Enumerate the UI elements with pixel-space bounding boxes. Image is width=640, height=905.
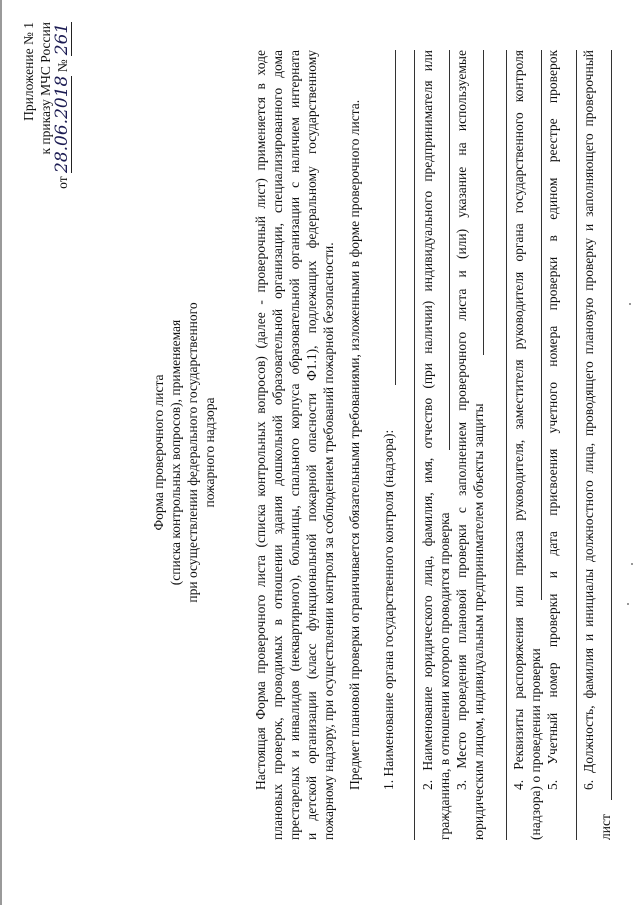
appendix-number-label: № — [55, 59, 70, 73]
form-title — [150, 0, 218, 905]
form-title-line-3: при осуществлении федерального государственного — [185, 302, 200, 603]
scan-speck — [631, 563, 633, 565]
field-inspection-place-line — [483, 50, 484, 355]
appendix-number: Приложение № 1 — [21, 22, 36, 121]
intro-line: плановых проверок, проводимых в отношении здания дошкольной образовательной организации, специализированного дома — [270, 50, 285, 840]
appendix-date-line — [54, 22, 72, 189]
appendix-date: 28.06.2018 — [52, 75, 72, 173]
scan-speck — [627, 603, 629, 605]
field-inspector-label: 6. Должность, фамилия и инициалы должностного лица, проводящего плановую проверку и заполняющего проверочный — [581, 50, 596, 790]
field-inspected-entity-label-cont: гражданина, в отношении которого проводится проверка — [437, 512, 452, 840]
field-agency-name-line-2 — [414, 50, 415, 840]
field-registry-number — [544, 50, 561, 840]
form-title-line-1: Форма проверочного листа — [151, 374, 166, 531]
subject-statement: Предмет плановой проверки ограничивается обязательными требованиями, изложенными в форме проверочного листа. — [347, 99, 362, 790]
field-inspected-entity-line — [449, 50, 450, 450]
field-inspection-place-label-cont: юридическим лицом, индивидуальным предпринимателем объекты защиты — [471, 403, 486, 840]
field-inspector-line — [611, 50, 612, 800]
field-inspection-place-line-2 — [506, 50, 507, 840]
appendix-order-ref: к приказу МЧС России — [38, 22, 53, 155]
field-inspected-entity — [419, 50, 453, 840]
field-agency-name-line — [395, 50, 396, 385]
field-inspector-label-cont: лист — [598, 814, 613, 840]
field-order-details-label: 4. Реквизиты распоряжения или приказа руководителя, заместителя руководителя органа государственного контроля — [511, 50, 526, 790]
field-inspected-entity-label: 2. Наименование юридического лица, фамилия, имя, отчество (при наличии) индивидуального предпринимателя или — [420, 50, 435, 790]
field-order-details-line — [541, 50, 542, 600]
field-inspection-place-label: 3. Место проведения плановой проверки с заполнением проверочного листа и (или) указание на используемые — [454, 50, 469, 790]
intro-line: Настоящая Форма проверочного листа (списка контрольных вопросов) (далее - проверочный лист) применяется в ходе — [253, 50, 268, 790]
intro-line: пожарному надзору, при осуществлении контроля за соблюдением требований пожарной безопасности. — [321, 242, 336, 840]
form-title-line-2: (списка контрольных вопросов), применяемая — [168, 319, 183, 586]
intro-paragraph — [252, 50, 337, 840]
appendix-from-label: от — [55, 176, 70, 189]
field-agency-name-label: 1. Наименование органа государственного контроля (надзора): — [381, 429, 396, 790]
appendix-order-number: 261 — [52, 22, 72, 56]
field-registry-number-line — [576, 50, 577, 840]
field-order-details — [510, 50, 544, 840]
field-inspector — [580, 50, 614, 840]
field-inspection-place — [453, 50, 487, 840]
field-registry-number-label: 5. Учетный номер проверки и дата присвоения учетного номера проверки в едином реестре проверок — [545, 50, 560, 790]
scan-speck — [629, 303, 631, 305]
form-title-line-4: пожарного надзора — [202, 397, 217, 508]
intro-line: и детской организации (класс функциональной пожарной опасности Ф1.1), подлежащих федеральному государственному — [304, 50, 319, 840]
intro-line: престарелых и инвалидов (неквартирного), больницы, спального корпуса образовательной организации с наличием интерната — [287, 50, 302, 840]
field-order-details-label-cont: (надзора) о проведении проверки — [528, 648, 543, 840]
appendix-header — [20, 22, 72, 189]
